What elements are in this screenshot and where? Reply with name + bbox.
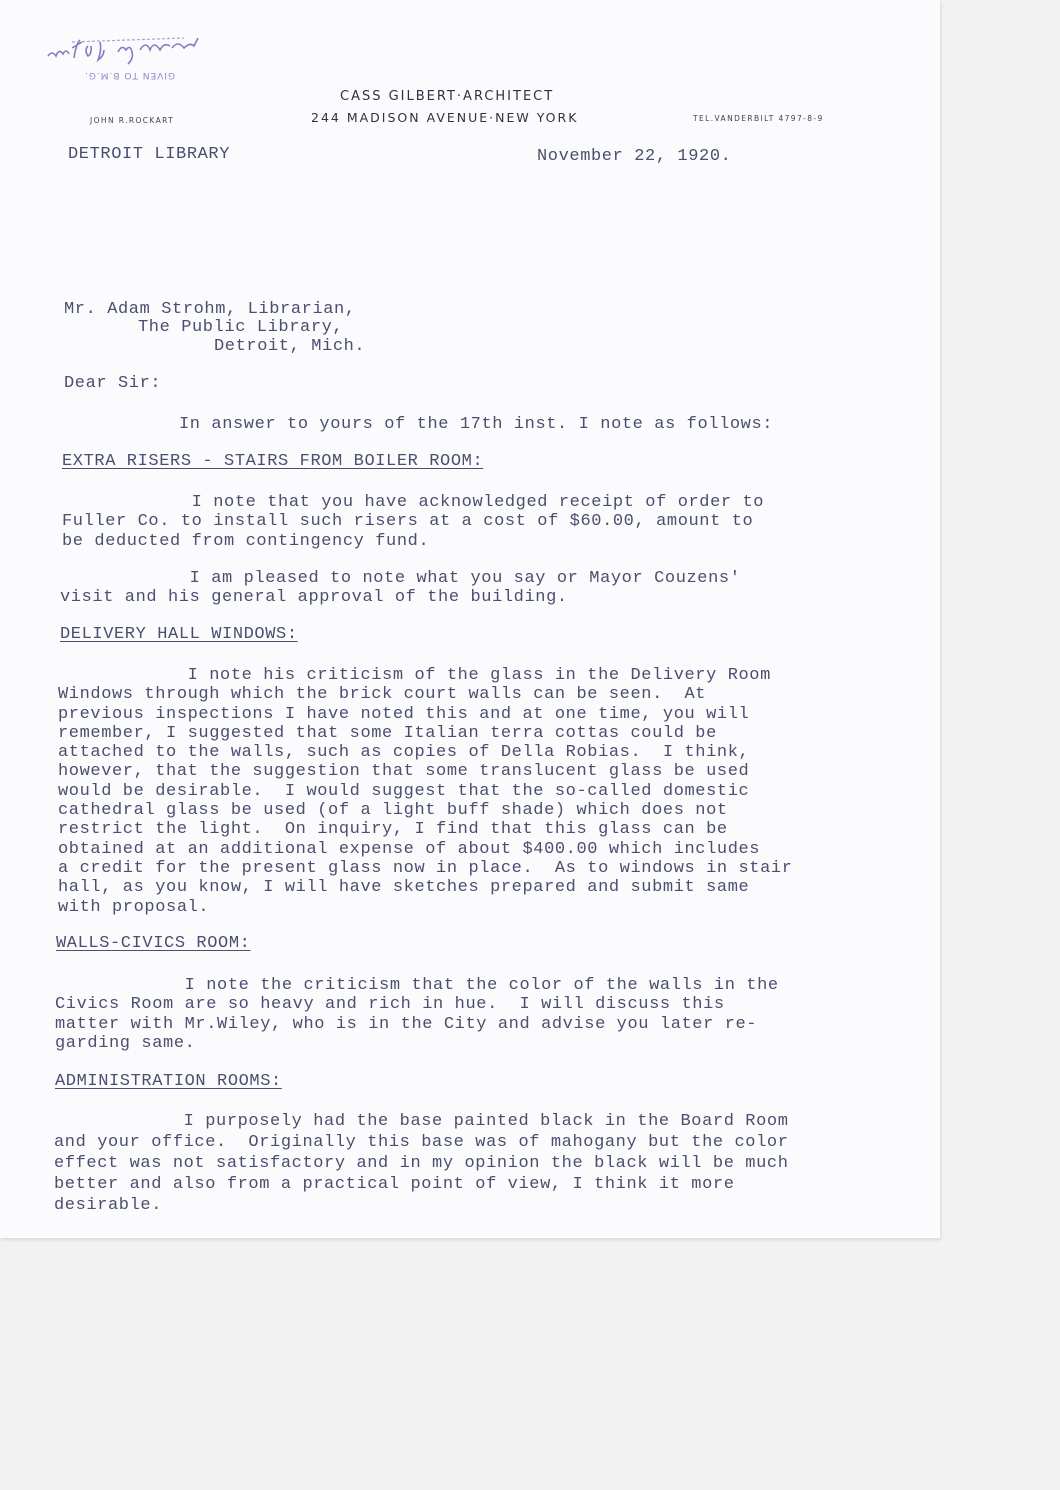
salutation: Dear Sir: bbox=[64, 374, 162, 393]
section-heading: ADMINISTRATION ROOMS: bbox=[55, 1072, 282, 1091]
letterhead-firm: CASS GILBERT·ARCHITECT bbox=[340, 89, 555, 104]
recipient-line: Detroit, Mich. bbox=[214, 337, 366, 356]
handwritten-note bbox=[44, 28, 214, 68]
received-stamp: GIVEN TO B.M.G. bbox=[84, 70, 176, 80]
paragraph: I am pleased to note what you say or Mayor Couzens' visit and his general approval of the building. bbox=[60, 569, 741, 608]
recipient-line: Mr. Adam Strohm, Librarian, bbox=[64, 300, 356, 319]
section-heading: EXTRA RISERS - STAIRS FROM BOILER ROOM: bbox=[62, 452, 484, 471]
paragraph: I note his criticism of the glass in the Delivery Room Windows through which the brick court walls can be seen. At previous inspections I have noted this and at one time, you will remember, I suggested that some Italian terra cottas could be attached to the walls, such as copies of Della Robias. I think, however, that the suggestion that some translucent glass be used would be desirable. I would suggest that the so-called domestic cathedral glass be used (of a light buff shade) which does not restrict the light. On inquiry, I find that this glass can be obtained at an additional expense of about $400.00 which includes a credit for the present glass now in place. As to windows in stair hall, as you know, I will have sketches prepared and submit same with proposal. bbox=[58, 666, 793, 917]
paragraph: I purposely had the base painted black in the Board Room and your office. Originally this base was of mahogany but the color effect was not satisfactory and in my opinion the black will be much better and also from a practical point of view, I think it more desirable. bbox=[54, 1112, 789, 1215]
letter-date: November 22, 1920. bbox=[537, 147, 732, 166]
section-heading: DELIVERY HALL WINDOWS: bbox=[60, 625, 298, 644]
letterhead-address: 244 MADISON AVENUE·NEW YORK bbox=[311, 110, 579, 125]
section-heading: WALLS-CIVICS ROOM: bbox=[56, 934, 251, 953]
intro-line: In answer to yours of the 17th inst. I note as follows: bbox=[179, 415, 774, 434]
letterhead-partner: JOHN R.ROCKART bbox=[90, 116, 175, 125]
recipient-line: The Public Library, bbox=[138, 318, 344, 337]
subject-line: DETROIT LIBRARY bbox=[68, 145, 231, 164]
paragraph: I note the criticism that the color of the walls in the Civics Room are so heavy and rich in hue. I will discuss this matter with Mr.Wiley, who is in the City and advise you later re- garding same. bbox=[55, 976, 779, 1053]
letterhead-telephone: TEL.VANDERBILT 4797-8-9 bbox=[693, 114, 824, 123]
paragraph: I note that you have acknowledged receipt of order to Fuller Co. to install such risers at a cost of $60.00, amount to be deducted from contingency fund. bbox=[62, 493, 765, 551]
